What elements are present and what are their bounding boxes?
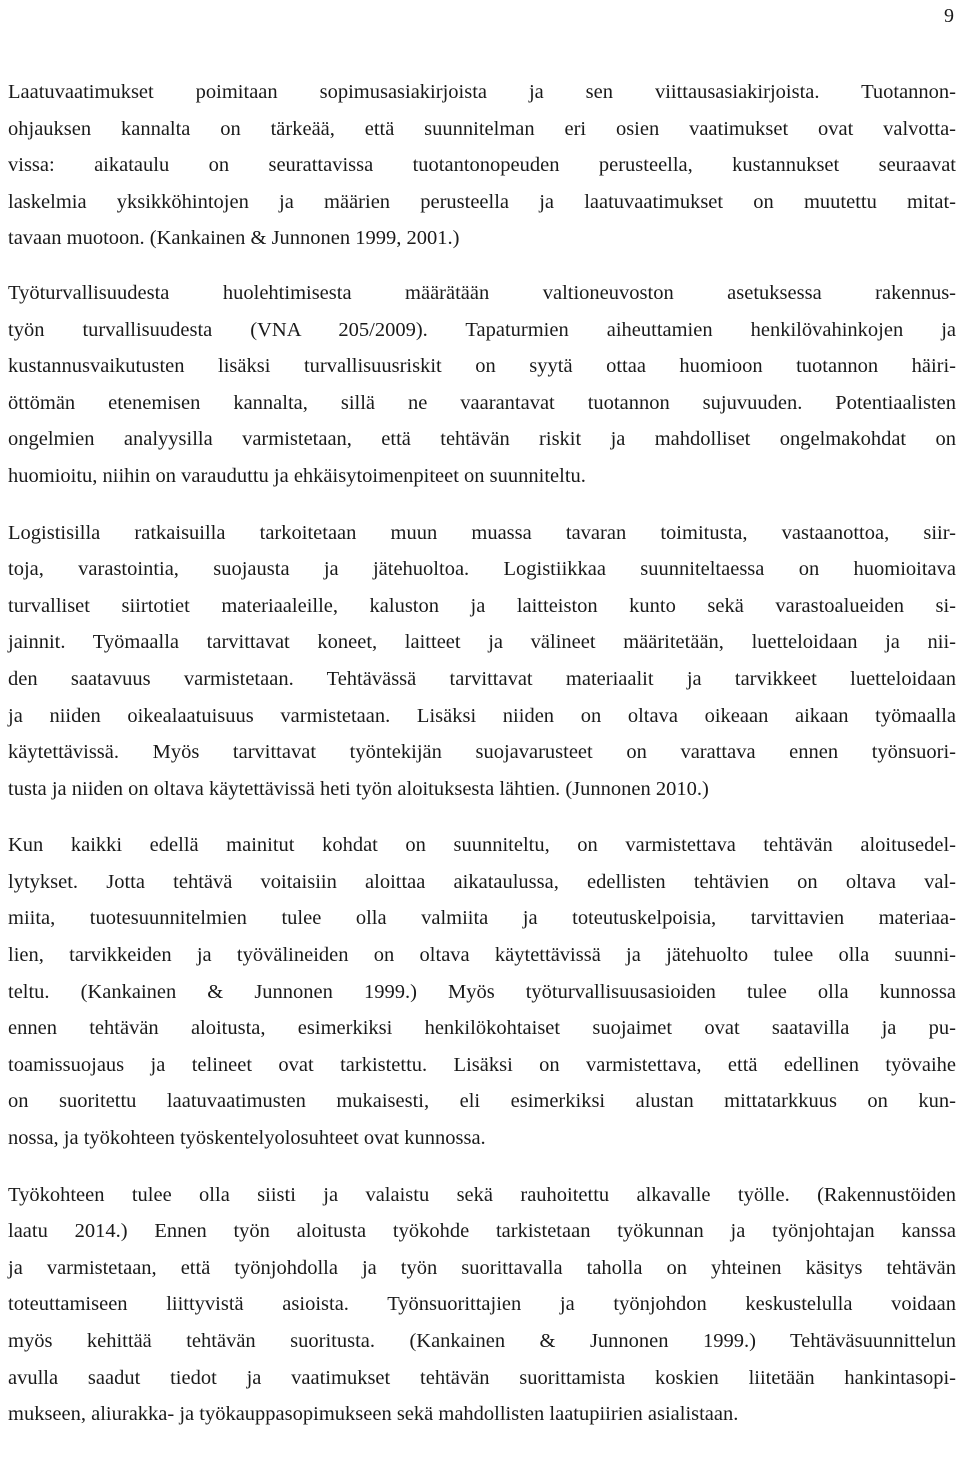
text-line: lien, tarvikkeiden ja työvälineiden on oltava käytettävissä ja jätehuolto tulee olla suunni- [8, 944, 956, 967]
text-line: Laatuvaatimukset poimitaan sopimusasiakirjoista ja sen viittausasiakirjoista. Tuotannon- [8, 81, 956, 103]
paragraph-logistics [8, 515, 956, 808]
text-line: ennen tehtävän aloitusta, esimerkiksi henkilökohtaiset suojaimet ovat saatavilla ja pu- [8, 1017, 956, 1040]
text-line: teltu. (Kankainen & Junnonen 1999.) Myös työturvallisuusasioiden tulee olla kunnossa [8, 980, 956, 1003]
text-line: ohjauksen kannalta on tärkeää, että suunnitelman eri osien vaatimukset ovat valvotta- [8, 117, 956, 140]
text-line: toja, varastointia, suojausta ja jätehuoltoa. Logistiikkaa suunniteltaessa on huomioitava [8, 558, 956, 581]
page-number: 9 [944, 5, 954, 27]
text-line: avulla saadut tiedot ja vaatimukset tehtävän suorittamista koskien liitetään hankintasopi- [8, 1366, 956, 1389]
text-line: turvalliset siirtotiet materiaaleille, kaluston ja laitteiston kunto sekä varastoalueiden si- [8, 594, 956, 617]
text-line: ja varmistetaan, että työnjohdolla ja työn suorittavalla taholla on yhteinen käsitys tehtävän [8, 1256, 956, 1279]
text-line: tusta ja niiden on oltava käytettävissä heti työn aloituksesta lähtien. (Junnonen 2010.) [8, 777, 709, 800]
text-line: nossa, ja työkohteen työskentelyolosuhteet ovat kunnossa. [8, 1127, 486, 1150]
text-line: tavaan muotoon. (Kankainen & Junnonen 1999, 2001.) [8, 227, 460, 250]
text-line: laatu 2014.) Ennen työn aloitusta työkohde tarkistetaan työkunnan ja työnjohtajan kanssa [8, 1220, 956, 1243]
text-line: ja niiden oikealaatuisuus varmistetaan. Lisäksi niiden on oltava oikeaan aikaan työmaalla [8, 704, 956, 727]
text-line: den saatavuus varmistetaan. Tehtävässä tarvittavat materiaalit ja tarvikkeet luetteloidaan [8, 667, 956, 690]
text-line: miita, tuotesuunnitelmien tulee olla valmiita ja toteutuskelpoisia, tarvittavien materiaa- [8, 907, 956, 930]
text-line: Työkohteen tulee olla siisti ja valaistu sekä rauhoitettu alkavalle työlle. (Rakennustöiden [8, 1183, 956, 1206]
text-line: laskelmia yksikköhintojen ja määrien perusteella ja laatuvaatimukset on muutettu mitat- [8, 190, 956, 213]
text-line: käytettävissä. Myös tarvittavat työntekijän suojavarusteet on varattava ennen työnsuori- [8, 741, 956, 764]
text-line: vissa: aikataulu on seurattavissa tuotantonopeuden perusteella, kustannukset seuraavat [8, 154, 956, 177]
text-line: toamissuojaus ja telineet ovat tarkistettu. Lisäksi on varmistettava, että edellinen työvaihe [8, 1053, 956, 1076]
text-line: jainnit. Työmaalla tarvittavat koneet, laitteet ja välineet määritetään, luetteloidaan ja nii- [8, 631, 956, 654]
paragraph-quality-requirements [8, 74, 956, 257]
text-line: Logistisilla ratkaisuilla tarkoitetaan muun muassa tavaran toimitusta, vastaanottoa, siir- [8, 521, 956, 544]
text-line: myös kehittää tehtävän suoritusta. (Kankainen & Junnonen 1999.) Tehtäväsuunnittelun [8, 1330, 956, 1352]
paragraph-work-site [8, 1177, 956, 1433]
text-line: lytykset. Jotta tehtävä voitaisiin aloittaa aikataulussa, edellisten tehtävien on oltava val- [8, 870, 956, 893]
text-line: työn turvallisuudesta (VNA 205/2009). Tapaturmien aiheuttamien henkilövahinkojen ja [8, 318, 956, 341]
text-line: huomioitu, niihin on varauduttu ja ehkäisytoimenpiteet on suunniteltu. [8, 464, 586, 487]
text-line: Kun kaikki edellä mainitut kohdat on suunniteltu, on varmistettava tehtävän aloitusedel- [8, 834, 956, 857]
paragraph-start-prerequisites [8, 827, 956, 1156]
text-line: on suoritettu laatuvaatimusten mukaisesti, eli esimerkiksi alustan mittatarkkuus on kun- [8, 1090, 956, 1113]
text-line: kustannusvaikutusten lisäksi turvallisuusriskit on syytä ottaa huomioon tuotannon häiri- [8, 355, 956, 378]
text-line: öttömän etenemisen kannalta, sillä ne vaarantavat tuotannon sujuvuuden. Potentiaalisten [8, 391, 956, 414]
document-body [8, 74, 956, 1433]
text-line: ongelmien analyysilla varmistetaan, että tehtävän riskit ja mahdolliset ongelmakohdat on [8, 428, 956, 451]
text-line: toteuttamiseen liittyvistä asioista. Työnsuorittajien ja työnjohdon keskustelulla voidaan [8, 1293, 956, 1316]
text-line: mukseen, aliurakka- ja työkauppasopimukseen sekä mahdollisten laatupiirien asialistaan. [8, 1403, 739, 1426]
paragraph-occupational-safety [8, 275, 956, 495]
text-line: Työturvallisuudesta huolehtimisesta määrätään valtioneuvoston asetuksessa rakennus- [8, 281, 956, 304]
